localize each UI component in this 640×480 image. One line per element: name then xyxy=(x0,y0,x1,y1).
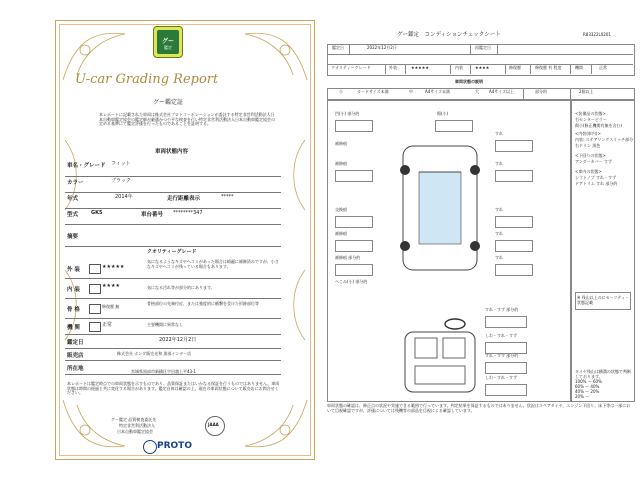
mark-box xyxy=(485,384,527,396)
note-10: ドアトリム すれ 部分的 xyxy=(575,181,618,186)
interior-desc: 気になる汚れ等が部分的にあります。 xyxy=(147,285,215,290)
chassis-label: 車台番号 xyxy=(141,212,164,218)
interior-label: 内 装 xyxy=(67,287,80,293)
size-mid: 中 xyxy=(409,89,413,94)
exterior-stars: ★★★★★ xyxy=(102,264,125,270)
appraisal-date: 2022年12月2日 xyxy=(159,337,197,343)
tire-mark-2: 40% ～ 20% xyxy=(575,389,600,394)
divider xyxy=(405,64,406,74)
mark-left-front: 補修痕 xyxy=(335,141,347,146)
note-6: <下回りの状態> xyxy=(575,153,606,158)
remarks-label: 摘要 xyxy=(67,234,79,240)
divider xyxy=(349,44,350,54)
mark-box xyxy=(335,264,373,276)
note-1: 右センターピラー xyxy=(575,117,607,122)
interior-stars: ★★★★ xyxy=(475,65,490,70)
divider xyxy=(470,44,471,54)
model-label: 型式 xyxy=(67,212,79,218)
mark-right-mid: すれ xyxy=(495,161,503,166)
note-3: <内装(車内)> xyxy=(575,131,601,136)
mark-left-mid: 補修痕 xyxy=(335,161,347,166)
mark-box xyxy=(495,216,533,228)
address-label: 所在地 xyxy=(67,366,84,372)
mark-box xyxy=(335,240,373,252)
divider xyxy=(327,54,633,55)
interior-label: 内装 xyxy=(455,65,463,70)
org-line-2: 特定非営利活動法人 xyxy=(119,423,155,428)
engine-value: 正常 xyxy=(599,65,607,70)
exterior-label: 外装 xyxy=(389,65,397,70)
mark-right-front: すれ xyxy=(495,131,503,136)
mechanics-desc: 主要機関に異常なし xyxy=(147,322,183,327)
divider xyxy=(450,64,451,74)
quality-grade-label: クオリティーグレード xyxy=(331,65,371,70)
jaaa-seal xyxy=(205,416,225,436)
mark-rear-right: すれ xyxy=(495,255,503,260)
exterior-label: 外 装 xyxy=(67,267,80,273)
body-status-title: 車両状態の説明 xyxy=(455,79,483,84)
divider xyxy=(570,64,571,74)
divider xyxy=(65,298,281,299)
divider xyxy=(65,360,281,361)
model-value: GK5 xyxy=(91,210,103,216)
org-line-1: グー鑑定 品質検査委託先 xyxy=(111,417,157,422)
year-label: 年式 xyxy=(67,196,79,202)
size-card: カードサイズ未満 xyxy=(357,89,389,94)
appraisal-date-label: 鑑定日 xyxy=(332,45,344,50)
grade-box xyxy=(89,284,101,294)
mileage-value: ***** xyxy=(221,194,234,200)
vehicle-section-title: 車両状態内容 xyxy=(155,149,189,155)
repair-label: 修復歴 xyxy=(509,65,521,70)
frame-value: 修復歴 無 xyxy=(102,304,120,309)
frame-label: 骨 格 xyxy=(67,307,80,313)
mark-interior-bottom: しわ・すれ・すず xyxy=(485,375,518,380)
divider xyxy=(65,176,281,177)
grade-box xyxy=(89,304,101,314)
note-7: アンダーカバー すず xyxy=(575,159,612,164)
certificate-intro: 本レポートに記載された車両は株式会社プロトコーポレーションが委託する特定非営利活動法人日本自動車鑑定協会の鑑定師が厳選かつ公平な検査を行い特定非営利活動法人日本自動車鑑定協会の定める基準にて鑑定評価を行ったものであることを証明する。 xyxy=(99,112,275,127)
mark-box xyxy=(485,316,527,328)
mark-box xyxy=(335,170,373,182)
color-label: カラー xyxy=(67,180,84,186)
script-title: U-car Grading Report xyxy=(75,72,219,87)
note-8: <車内の状態> xyxy=(575,169,602,174)
divider xyxy=(65,224,281,225)
mark-rear-bottom: へこみ(小) 部分的 xyxy=(335,279,368,284)
size-over2: 2個以上 xyxy=(579,89,594,94)
size-partial: 部分的 xyxy=(535,89,547,94)
grade-box xyxy=(89,264,101,274)
mark-box xyxy=(335,120,373,132)
grading-certificate xyxy=(55,20,315,460)
appraisal-date: 2022年12月2日 xyxy=(367,45,397,50)
mark-front-top: 凹(小) 部分的 xyxy=(335,111,360,116)
size-small: 小 xyxy=(339,89,343,94)
spare-note: ※ 残山以上のにセーフティ・状態記載 xyxy=(577,295,629,305)
mark-right-rear: すれ xyxy=(495,231,503,236)
note-5: 右ドリン 黒色 xyxy=(575,143,601,148)
divider xyxy=(530,64,531,74)
mark-interior-mid2: すれ・すず 部分的 xyxy=(485,353,519,358)
exterior-stars: ★★★★★ xyxy=(411,65,429,70)
mark-box xyxy=(495,140,533,152)
mark-box xyxy=(495,170,533,182)
frame-desc: 骨格部位の先端付近、または強度的に衝撃を受けた形跡部位等 xyxy=(147,301,259,306)
note-0: <装備品の状態> xyxy=(575,111,606,116)
color-value: ブラック xyxy=(111,178,131,184)
exterior-desc: 気になるようなキズやヘコミがあった場合は綺麗に補修済みですが、小さなキズやヘコミが残っている場合もあります。 xyxy=(147,259,279,269)
badge-text: グー xyxy=(161,38,174,45)
disclaimer: 本レポートは鑑定時点での車両状態を示すものであり、品質保証またはいかなる保証を行うものではありません。車両状態は時間の経過と共に変化する場合があります。鑑定自体は確認の上、現在の車両状態について販売店にお問合せください。 xyxy=(67,381,280,396)
mark-box xyxy=(435,120,473,132)
quality-grade-title: クオリティーグレード xyxy=(147,249,197,255)
badge-subtext: 鑑定 xyxy=(164,45,172,50)
address-value: 宮城県黒部市新橋区字田越上平43-1 xyxy=(131,369,197,374)
dealer-name: 株式会社 ホンダ販売光和 黒部インター店 xyxy=(117,351,192,356)
mark-box xyxy=(495,240,533,252)
divider xyxy=(470,64,471,74)
mark-right-door: すれ xyxy=(495,207,503,212)
car-interior-view xyxy=(385,318,495,398)
divider xyxy=(65,208,281,209)
sheet-title: グー鑑定 コンディションチェックシート xyxy=(397,32,501,38)
divider xyxy=(65,192,281,193)
dealer-label: 販売店 xyxy=(67,353,84,359)
tire-mark-1: 60% ～ 40% xyxy=(575,384,600,389)
note-2: 傷小(修正機関有無を含む) xyxy=(575,123,623,128)
mark-rear-left: 補修痕 部分的 xyxy=(335,255,361,260)
mark-box xyxy=(335,216,373,228)
grade-box xyxy=(89,322,101,332)
proto-logo-mark xyxy=(143,440,157,454)
car-name: フィット xyxy=(111,161,131,167)
tire-mark-0: 100% ～ 60% xyxy=(575,379,602,384)
chassis-value: ********347 xyxy=(173,210,203,216)
interior-stars: ★★★★ xyxy=(102,283,120,289)
goo-appraisal-badge xyxy=(153,26,183,58)
size-a4u: A4サイズ未満 xyxy=(425,89,450,94)
mark-box xyxy=(485,362,527,374)
engine-label: 機関 xyxy=(575,65,583,70)
note-4: 内装: ステアリングスイッチ部分 xyxy=(575,137,634,142)
size-large: 大 xyxy=(475,89,479,94)
proto-logo: PROTO xyxy=(157,441,192,451)
mark-box xyxy=(485,342,527,354)
mileage-label: 走行距離表示 xyxy=(167,196,201,202)
divider xyxy=(65,348,281,349)
sheet-footer-note: 車両状態の確認は、修正点の状況や実施できる範囲で行っています。判定結果を保証するものではありません。状況はスペアタイヤ、エンジン下回り、床下等は一部において目視確認ですが、評価については残機等の部品を目視による確認しています。 xyxy=(327,403,631,413)
mark-interior-top: すれ・すず 部分的 xyxy=(485,307,519,312)
divider xyxy=(65,334,281,335)
divider xyxy=(65,278,281,279)
org-line-3: 日本自動車鑑定協会 xyxy=(117,429,153,434)
appraisal-date-label: 鑑定日 xyxy=(67,340,84,346)
car-top-view xyxy=(385,138,495,278)
jaaa-label: JAAA xyxy=(208,422,219,427)
mark-box xyxy=(495,264,533,276)
certificate-subtitle: グー鑑定証 xyxy=(153,99,184,106)
divider xyxy=(505,64,506,74)
divider xyxy=(65,318,281,319)
mechanics-value: 正常 xyxy=(102,322,113,328)
divider xyxy=(591,64,592,74)
mark-front-top2: 傷(小) xyxy=(437,111,449,116)
car-name-label: 車名・グレード xyxy=(67,163,106,169)
divider xyxy=(497,44,498,54)
repair-value: 修復歴 有 程度 xyxy=(535,65,562,70)
mark-left-rear: 補修痕 xyxy=(335,231,347,236)
doc-id: R83322L0201 xyxy=(583,32,611,37)
mechanics-label: 機 関 xyxy=(67,325,80,331)
tire-mark-3: 20% ～ xyxy=(575,394,590,399)
mark-interior-mid: しわ・すれ・すず xyxy=(485,333,518,338)
tire-note: タイヤ残山は横溝の状態で判断しております。 xyxy=(575,369,631,379)
divider xyxy=(65,246,281,247)
divider xyxy=(385,64,386,74)
size-a4o: A4サイズ以上 xyxy=(489,89,514,94)
reappraisal-label: 再鑑定日 xyxy=(475,45,491,50)
mark-left-door: 交換痕 xyxy=(335,207,347,212)
condition-check-sheet xyxy=(325,28,635,440)
year-value: 2014年 xyxy=(115,194,133,200)
note-9: シフトノブ すれ・すず xyxy=(575,175,617,180)
